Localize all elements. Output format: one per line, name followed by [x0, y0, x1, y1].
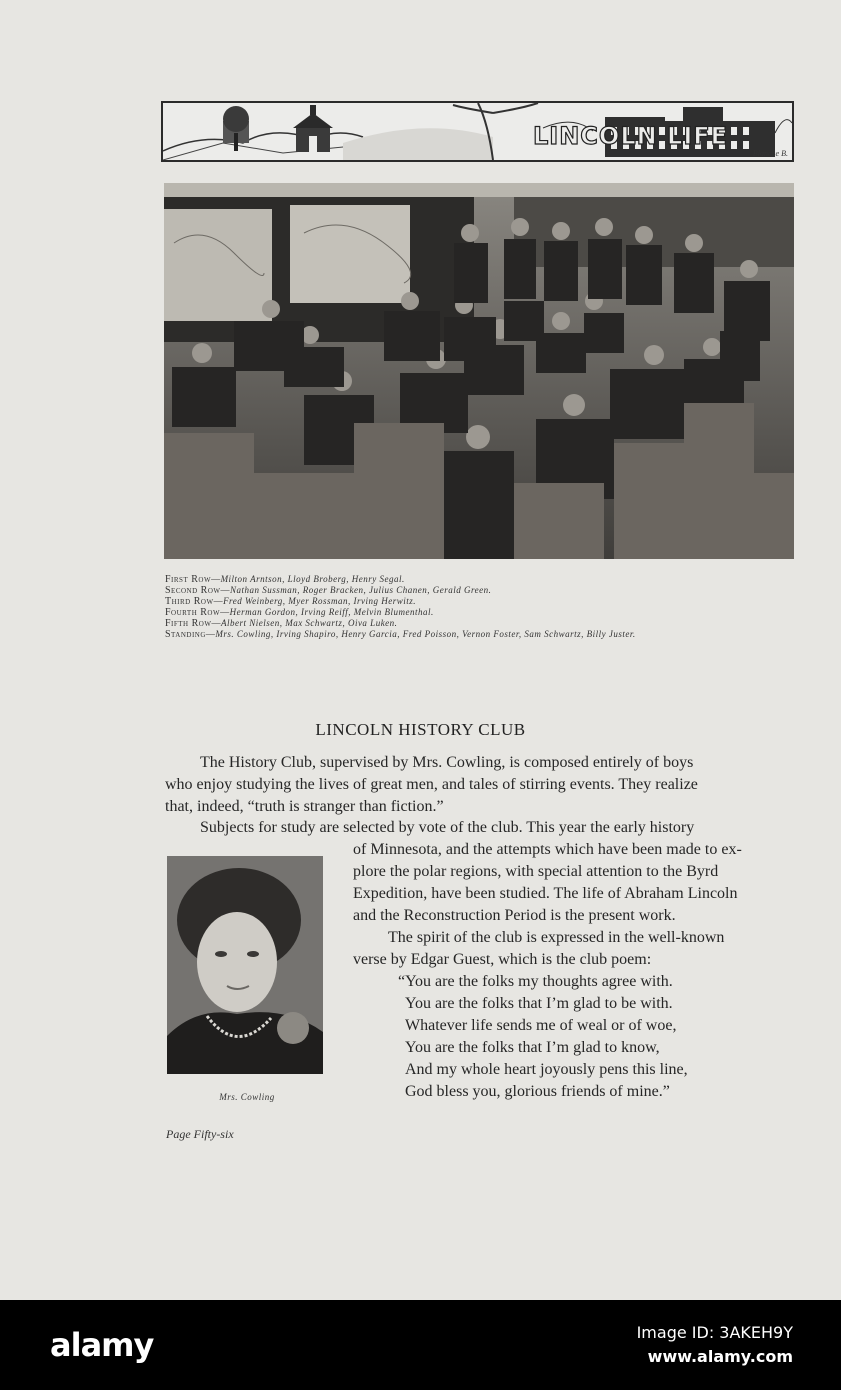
portrait-photo [167, 856, 323, 1074]
club-group-photo [164, 183, 794, 559]
caption-row: First Row—Milton Arntson, Lloyd Broberg, Henry Segal. [165, 574, 405, 585]
caption-row: Second Row—Nathan Sussman, Roger Bracken, Julius Chanen, Gerald Green. [165, 585, 492, 596]
alamy-logo: alamy [50, 1326, 154, 1364]
caption-row: Third Row—Fred Weinberg, Myer Rossman, Irving Herwitz. [165, 596, 417, 607]
paragraph-subjects: of Minnesota, and the attempts which have been made to ex- plore the polar regions, with special attention to the Byrd Expedition, have been studied. The life of Abraham Lincoln and the Reconstruction Period is the present work. [353, 841, 742, 924]
photo-caption [165, 574, 805, 640]
classroom-photo-illustration [164, 183, 794, 559]
paragraph-subjects-first-line: Subjects for study are selected by vote of the club. This year the early history [200, 819, 695, 836]
caption-row: Fourth Row—Herman Gordon, Irving Reiff, Melvin Blumenthal. [165, 607, 434, 618]
club-poem: “You are the folks my thoughts agree with. You are the folks that I’m glad to be with. Whatever life sends me of weal or of woe, You are the folks that I’m glad to know, And my whole heart joyously pens this line, God bless you, glorious friends of mine.” [398, 973, 688, 1100]
schoolhouse-icon [293, 113, 333, 128]
portrait-caption: Mrs. Cowling [219, 1092, 275, 1102]
page-number: Page Fifty-six [166, 1127, 234, 1141]
watermark-footer [0, 1300, 841, 1390]
wall-map-left [164, 209, 272, 321]
wall-map-right [290, 205, 410, 303]
caption-row: Fifth Row—Albert Nielsen, Max Schwartz, Oiva Luken. [165, 618, 398, 629]
lincoln-life-banner [161, 101, 794, 162]
image-id-label: Image ID: 3AKEH9Y [636, 1323, 793, 1342]
site-url: www.alamy.com [647, 1347, 793, 1366]
portrait-illustration [167, 856, 323, 1074]
banner-signature: Blanche B. [752, 149, 788, 158]
banner-title: LINCOLN LIFE [533, 122, 729, 150]
paragraph-intro: The History Club, supervised by Mrs. Cowling, is composed entirely of boys who enjoy studying the lives of great men, and tales of stirring events. They realize that, indeed, “truth is stranger than fiction.” [165, 754, 698, 815]
section-heading: LINCOLN HISTORY CLUB [315, 720, 526, 739]
caption-row: Standing—Mrs. Cowling, Irving Shapiro, Henry Garcia, Fred Poisson, Vernon Foster, Sam Schwartz, Billy Juster. [165, 629, 636, 640]
paragraph-spirit: The spirit of the club is expressed in the well-known verse by Edgar Guest, which is the club poem: [353, 929, 725, 968]
